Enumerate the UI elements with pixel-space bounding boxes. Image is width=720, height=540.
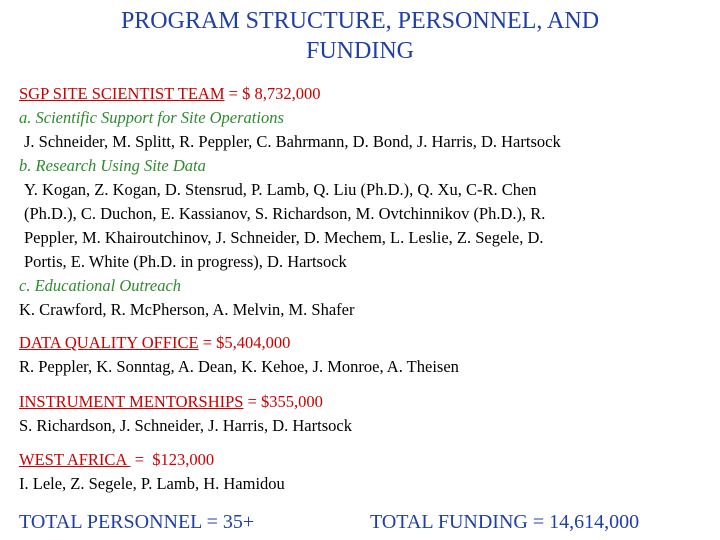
dqo-names: R. Peppler, K. Sonntag, A. Dean, K. Kehoe, J. Monroe, A. Theisen <box>19 357 459 376</box>
dqo-heading: DATA QUALITY OFFICE <box>19 333 199 352</box>
title-line-1: PROGRAM STRUCTURE, PERSONNEL, AND <box>120 8 600 34</box>
africa-amount: = $123,000 <box>130 450 215 469</box>
sgp-heading: SGP SITE SCIENTIST TEAM <box>19 84 225 103</box>
page-title <box>0 6 720 66</box>
sgp-b-names-4: Portis, E. White (Ph.D. in progress), D. Hartsock <box>24 252 347 271</box>
total-personnel: TOTAL PERSONNEL = 35+ <box>19 511 255 533</box>
sgp-b-names-3: Peppler, M. Khairoutchinov, J. Schneider, D. Mechem, L. Leslie, Z. Segele, D. <box>24 228 544 247</box>
sgp-c-names: K. Crawford, R. McPherson, A. Melvin, M. Shafer <box>19 300 355 319</box>
mentor-amount: = $355,000 <box>247 392 323 411</box>
mentor-names: S. Richardson, J. Schneider, J. Harris, D. Hartsock <box>19 416 352 435</box>
dqo-heading-line <box>19 331 290 355</box>
africa-names: I. Lele, Z. Segele, P. Lamb, H. Hamidou <box>19 474 285 493</box>
sgp-a-label: a. Scientific Support for Site Operations <box>19 108 284 127</box>
title-line-2: FUNDING <box>306 38 414 64</box>
africa-heading: WEST AFRICA <box>19 450 131 469</box>
sgp-heading-line <box>19 82 320 106</box>
sgp-amount: = $ 8,732,000 <box>228 84 321 103</box>
total-funding: TOTAL FUNDING = 14,614,000 <box>370 511 640 533</box>
sgp-b-label: b. Research Using Site Data <box>19 156 206 175</box>
dqo-amount: = $5,404,000 <box>202 333 291 352</box>
mentor-heading-line <box>19 390 323 414</box>
sgp-c-label: c. Educational Outreach <box>19 276 182 295</box>
mentor-heading: INSTRUMENT MENTORSHIPS <box>19 392 244 411</box>
sgp-b-names-2: (Ph.D.), C. Duchon, E. Kassianov, S. Richardson, M. Ovtchinnikov (Ph.D.), R. <box>24 204 546 223</box>
sgp-a-names: J. Schneider, M. Splitt, R. Peppler, C. Bahrmann, D. Bond, J. Harris, D. Hartsock <box>24 132 561 151</box>
africa-heading-line <box>19 448 214 472</box>
sgp-b-names-1: Y. Kogan, Z. Kogan, D. Stensrud, P. Lamb, Q. Liu (Ph.D.), Q. Xu, C-R. Chen <box>24 180 537 199</box>
